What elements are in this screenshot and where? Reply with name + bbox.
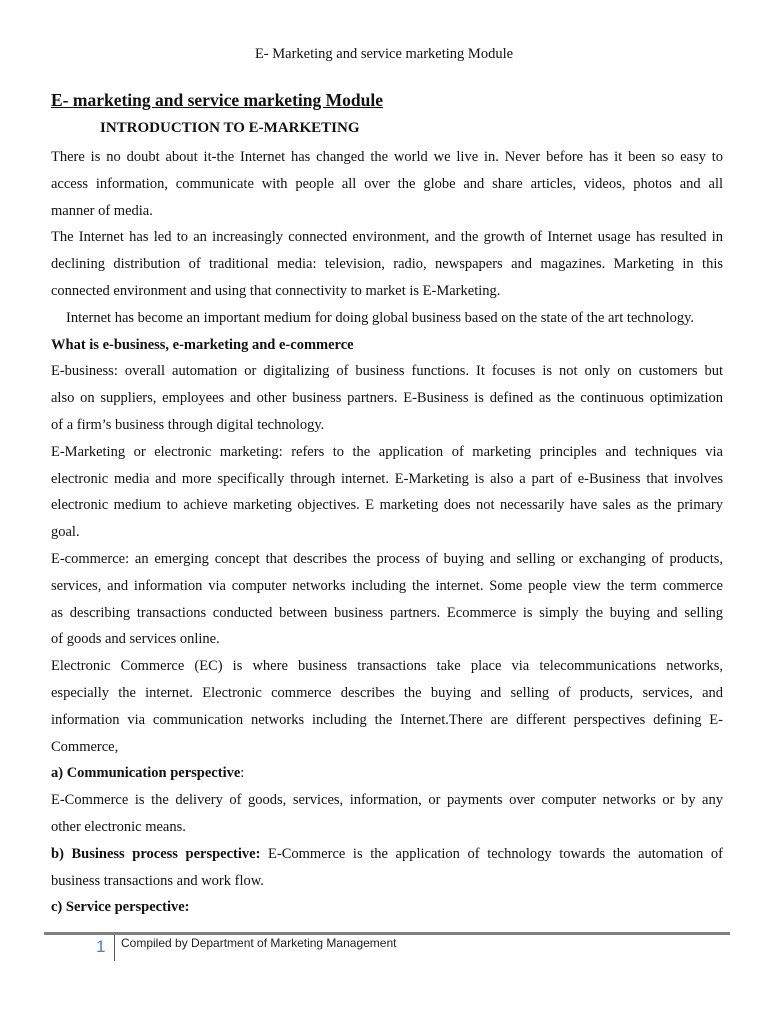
line-text: E-commerce: an emerging concept that describes the process of buying and selling or exchanging of products, bbox=[51, 551, 723, 567]
line-text: There is no doubt about it-the Internet has changed the world we live in. Never before has it been so easy to bbox=[51, 149, 723, 165]
text-line bbox=[51, 630, 723, 648]
text-line bbox=[51, 309, 723, 327]
text-line bbox=[51, 443, 723, 461]
line-text: as describing transactions conducted between business partners. Ecommerce is simply the buying and selling bbox=[51, 604, 723, 621]
line-text: especially the internet. Electronic commerce describes the buying and selling of products, services, and bbox=[51, 685, 723, 701]
bold-label: c) Service perspective: bbox=[51, 899, 190, 916]
line-text: manner of media. bbox=[51, 202, 153, 219]
text-line bbox=[51, 738, 723, 756]
text-line bbox=[51, 523, 723, 541]
section-heading: INTRODUCTION TO E-MARKETING bbox=[100, 120, 360, 136]
text-line bbox=[51, 389, 723, 407]
bold-label: b) Business process perspective: bbox=[51, 845, 261, 862]
text-line bbox=[51, 764, 723, 782]
line-text: access information, communicate with people all over the globe and share articles, videos, photos and all bbox=[51, 175, 723, 192]
line-text: E-business: overall automation or digitalizing of business functions. It focuses is not only on customers but bbox=[51, 363, 723, 380]
line-text: The Internet has led to an increasingly connected environment, and the growth of Internet usage has resulted in bbox=[51, 229, 723, 246]
line-text: connected environment and using that connectivity to market is E-Marketing. bbox=[51, 283, 501, 299]
text-line bbox=[51, 711, 723, 729]
text-line bbox=[51, 228, 723, 246]
line-text: Electronic Commerce (EC) is where business transactions take place via telecommunications networks, bbox=[51, 658, 723, 675]
text-line bbox=[51, 336, 723, 354]
text-line bbox=[51, 255, 723, 273]
text-line bbox=[51, 604, 723, 622]
page-number: 1 bbox=[96, 937, 106, 956]
text-line bbox=[51, 175, 723, 193]
bold-label: What is e-business, e-marketing and e-commerce bbox=[51, 336, 354, 353]
document-title: E- marketing and service marketing Module bbox=[51, 90, 383, 110]
text-line bbox=[51, 657, 723, 675]
text-line bbox=[51, 496, 723, 514]
footer-divider bbox=[114, 935, 115, 961]
line-text: also on suppliers, employees and other business partners. E-Business is defined as the continuous optimization bbox=[51, 390, 723, 407]
line-text: declining distribution of traditional media: television, radio, newspapers and magazines. Marketing in this bbox=[51, 256, 723, 273]
text-line bbox=[51, 818, 723, 836]
footer-text: Compiled by Department of Marketing Management bbox=[121, 936, 397, 950]
line-text: information via communication networks including the Internet.There are different perspectives defining E- bbox=[51, 711, 723, 728]
bold-label: a) Communication perspective bbox=[51, 765, 241, 782]
line-text: of goods and services online. bbox=[51, 631, 220, 648]
line-text: E-Marketing or electronic marketing: refers to the application of marketing principles and techniques via bbox=[51, 443, 723, 460]
text-line bbox=[51, 845, 723, 863]
text-line bbox=[51, 148, 723, 166]
line-text: services, and information via computer networks including the internet. Some people view the term commerce bbox=[51, 577, 723, 594]
text-line bbox=[51, 898, 723, 916]
line-text: Internet has become an important medium for doing global business based on the state of the art technology. bbox=[66, 309, 695, 326]
text-line bbox=[51, 684, 723, 702]
text-line bbox=[51, 577, 723, 595]
running-header: E- Marketing and service marketing Module bbox=[254, 46, 514, 62]
text-line bbox=[51, 416, 723, 434]
text-line bbox=[51, 202, 723, 220]
text-line bbox=[51, 872, 723, 890]
line-text: electronic media and more specifically through internet. E-Marketing is also a part of e-Business that involves bbox=[51, 470, 723, 487]
line-text: electronic medium to achieve marketing objectives. E marketing does not necessarily have sales as the primary bbox=[51, 497, 723, 514]
line-text: goal. bbox=[51, 524, 80, 541]
text-line bbox=[51, 470, 723, 488]
line-text: other electronic means. bbox=[51, 819, 186, 835]
line-text: : bbox=[240, 765, 245, 782]
line-text: Commerce, bbox=[51, 738, 119, 755]
line-text: E-Commerce is the application of technology towards the automation of bbox=[260, 845, 723, 862]
text-line bbox=[51, 791, 723, 809]
line-text: E-Commerce is the delivery of goods, services, information, or payments over computer networks or by any bbox=[51, 792, 723, 809]
text-line bbox=[51, 550, 723, 568]
text-line bbox=[51, 362, 723, 380]
text-line bbox=[51, 282, 723, 300]
footer-rule bbox=[44, 932, 730, 935]
line-text: business transactions and work flow. bbox=[51, 872, 264, 889]
line-text: of a firm’s business through digital technology. bbox=[51, 417, 325, 433]
